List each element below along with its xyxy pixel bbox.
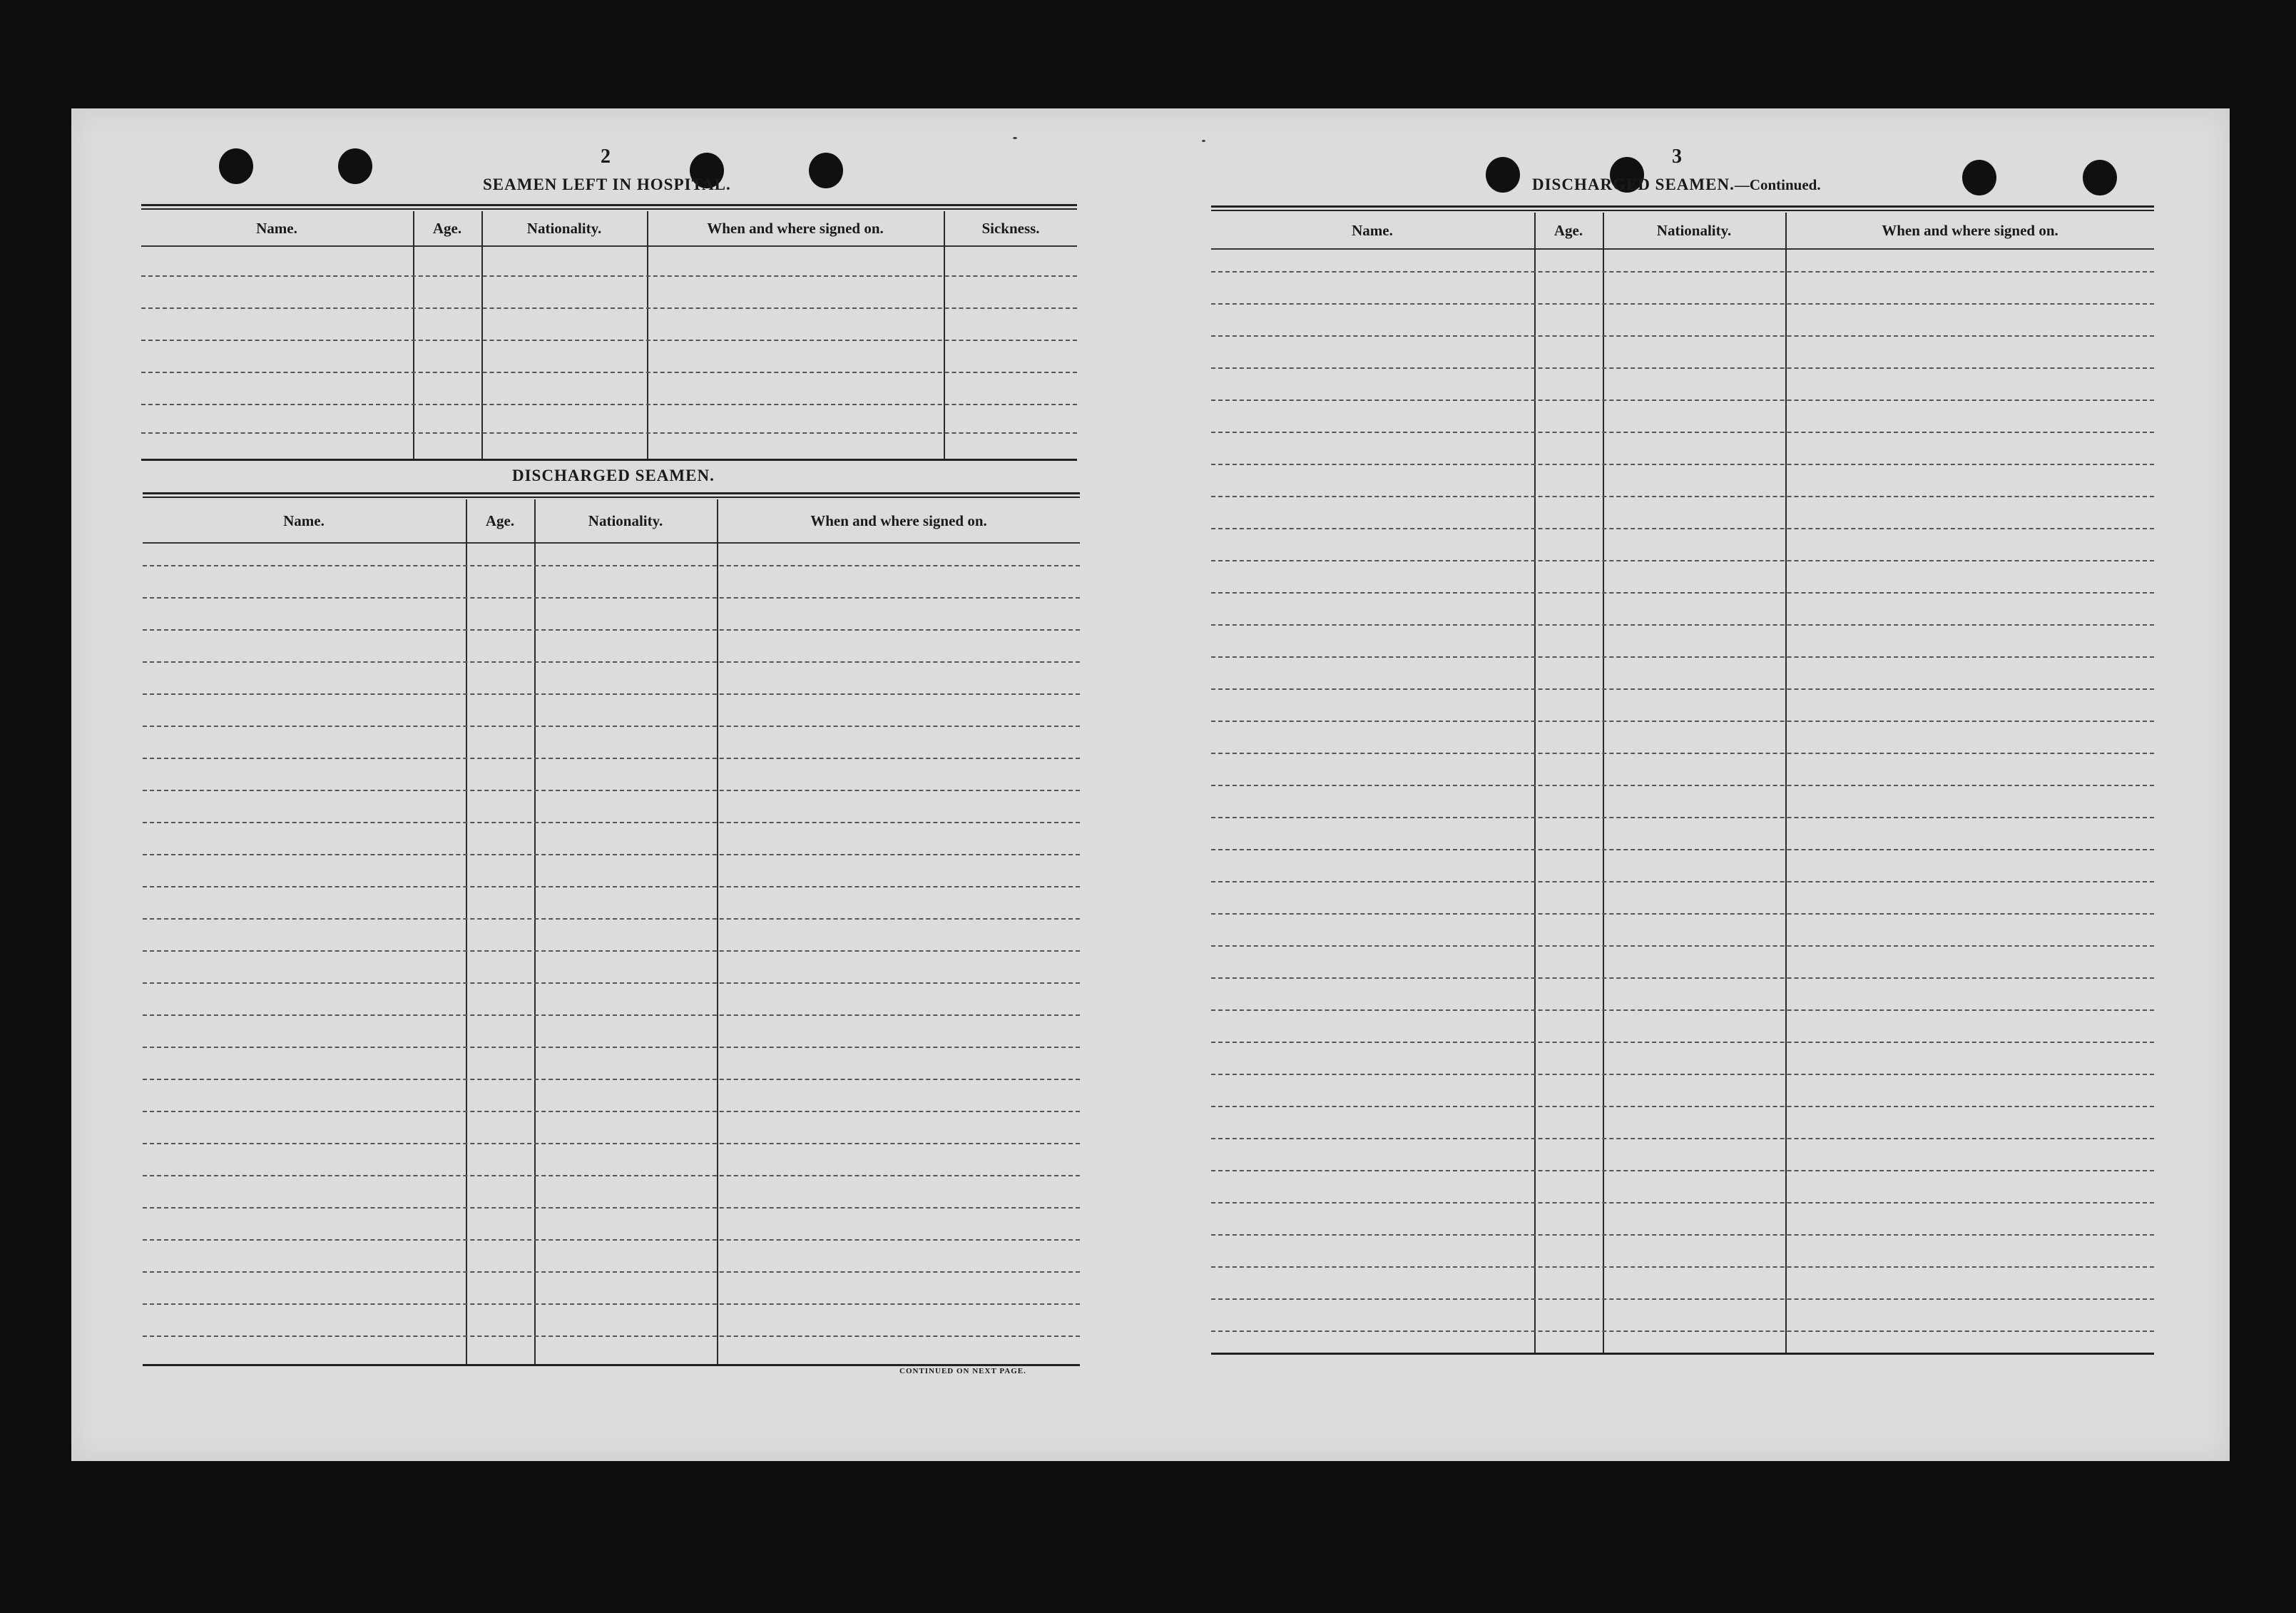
entry-line [1211,849,2154,850]
table-header-row [143,499,1080,544]
entry-line [143,565,1080,566]
entry-line [143,1014,1080,1016]
entry-line [1211,1074,2154,1075]
discharged-table-left [143,492,1080,1470]
col-header-nationality: Nationality. [588,512,663,529]
entry-line [143,1207,1080,1209]
entry-line [1211,1202,2154,1204]
discharged-continued-title-main: DISCHARGED SEAMEN. [1532,175,1735,193]
entry-line [1211,817,2154,818]
table-header-row [141,211,1077,247]
paper-speck [1013,137,1017,139]
entry-line [143,1143,1080,1144]
table-bottom-rule [143,1364,1080,1366]
col-header-signed-on: When and where signed on. [810,512,987,529]
col-header-nationality: Nationality. [526,219,602,237]
entry-line [141,432,1077,434]
column-divider [1603,213,1604,1353]
punch-hole [2083,160,2117,195]
entry-line [143,693,1080,695]
entry-line [143,1111,1080,1112]
entry-line [143,1335,1080,1337]
entry-line [143,758,1080,759]
hospital-table [141,204,1077,462]
punch-hole [1486,157,1520,193]
entry-line [1211,1234,2154,1236]
entry-line [1211,1106,2154,1107]
entry-line [1211,881,2154,882]
col-header-age: Age. [485,512,515,529]
entry-line [1211,1042,2154,1043]
entry-line [1211,271,2154,273]
entry-line [143,661,1080,663]
column-divider [1785,213,1787,1353]
punch-hole [1962,160,1996,195]
entry-line [141,275,1077,277]
entry-line [143,822,1080,823]
entry-line [141,404,1077,405]
page-number-left: 2 [601,146,611,168]
col-header-sickness: Sickness. [981,219,1040,237]
table-top-rule [141,204,1077,210]
entry-line [1211,688,2154,690]
entry-line [1211,1170,2154,1171]
entry-line [1211,1138,2154,1139]
entry-line [141,372,1077,373]
column-divider [413,211,414,459]
entry-line [1211,560,2154,561]
entry-line [141,307,1077,309]
entry-line [1211,656,2154,658]
table-header-row [1211,213,2154,250]
entry-line [1211,496,2154,497]
entry-line [1211,303,2154,305]
discharged-continued-title [1532,175,1821,194]
entry-line [1211,400,2154,401]
entry-line [143,982,1080,984]
entry-line [1211,335,2154,337]
punch-hole [219,148,253,184]
entry-line [143,629,1080,631]
entry-line [1211,432,2154,433]
page-number-right: 3 [1672,146,1682,168]
entry-line [1211,624,2154,626]
entry-line [143,726,1080,727]
discharged-table-right [1211,205,2154,1468]
entry-line [1211,528,2154,529]
entry-line [1211,367,2154,369]
col-header-nationality: Nationality. [1656,221,1732,239]
entry-line [1211,753,2154,754]
entry-line [143,1271,1080,1273]
entry-line [143,1047,1080,1048]
table-bottom-rule [1211,1353,2154,1355]
column-divider [1534,213,1536,1353]
entry-line [143,918,1080,920]
entry-line [1211,1298,2154,1300]
entry-line [143,597,1080,599]
col-header-signed-on: When and where signed on. [1882,221,2058,239]
entry-line [1211,1330,2154,1332]
entry-line [1211,913,2154,915]
table-bottom-rule [141,459,1077,461]
entry-line [1211,464,2154,465]
col-header-name: Name. [256,219,297,237]
entry-line [143,790,1080,791]
entry-line [143,1079,1080,1080]
column-divider [647,211,648,459]
entry-line [143,1239,1080,1241]
column-divider [944,211,945,459]
entry-line [143,886,1080,887]
entry-line [143,1175,1080,1176]
entry-line [1211,945,2154,947]
entry-line [143,854,1080,855]
hospital-section-title: SEAMEN LEFT IN HOSPITAL. [483,175,731,193]
entry-line [143,950,1080,952]
col-header-signed-on: When and where signed on. [707,219,884,237]
discharged-continued-title-suffix: —Continued. [1734,176,1821,193]
entry-line [141,340,1077,341]
col-header-age: Age. [1553,221,1583,239]
column-divider [481,211,483,459]
ledger-sheet [71,108,2230,1461]
paper-speck [1202,140,1205,142]
punch-hole [809,153,843,188]
continued-note: CONTINUED ON NEXT PAGE. [899,1367,1026,1375]
entry-line [1211,1009,2154,1011]
entry-line [1211,1266,2154,1268]
col-header-age: Age. [432,219,462,237]
table-top-rule [143,492,1080,498]
entry-line [1211,785,2154,786]
entry-line [1211,977,2154,979]
col-header-name: Name. [1352,221,1393,239]
table-top-rule [1211,205,2154,211]
col-header-name: Name. [283,512,325,529]
entry-line [1211,721,2154,722]
punch-hole [338,148,372,184]
entry-line [143,1303,1080,1305]
discharged-section-title: DISCHARGED SEAMEN. [512,467,715,484]
entry-line [1211,592,2154,594]
